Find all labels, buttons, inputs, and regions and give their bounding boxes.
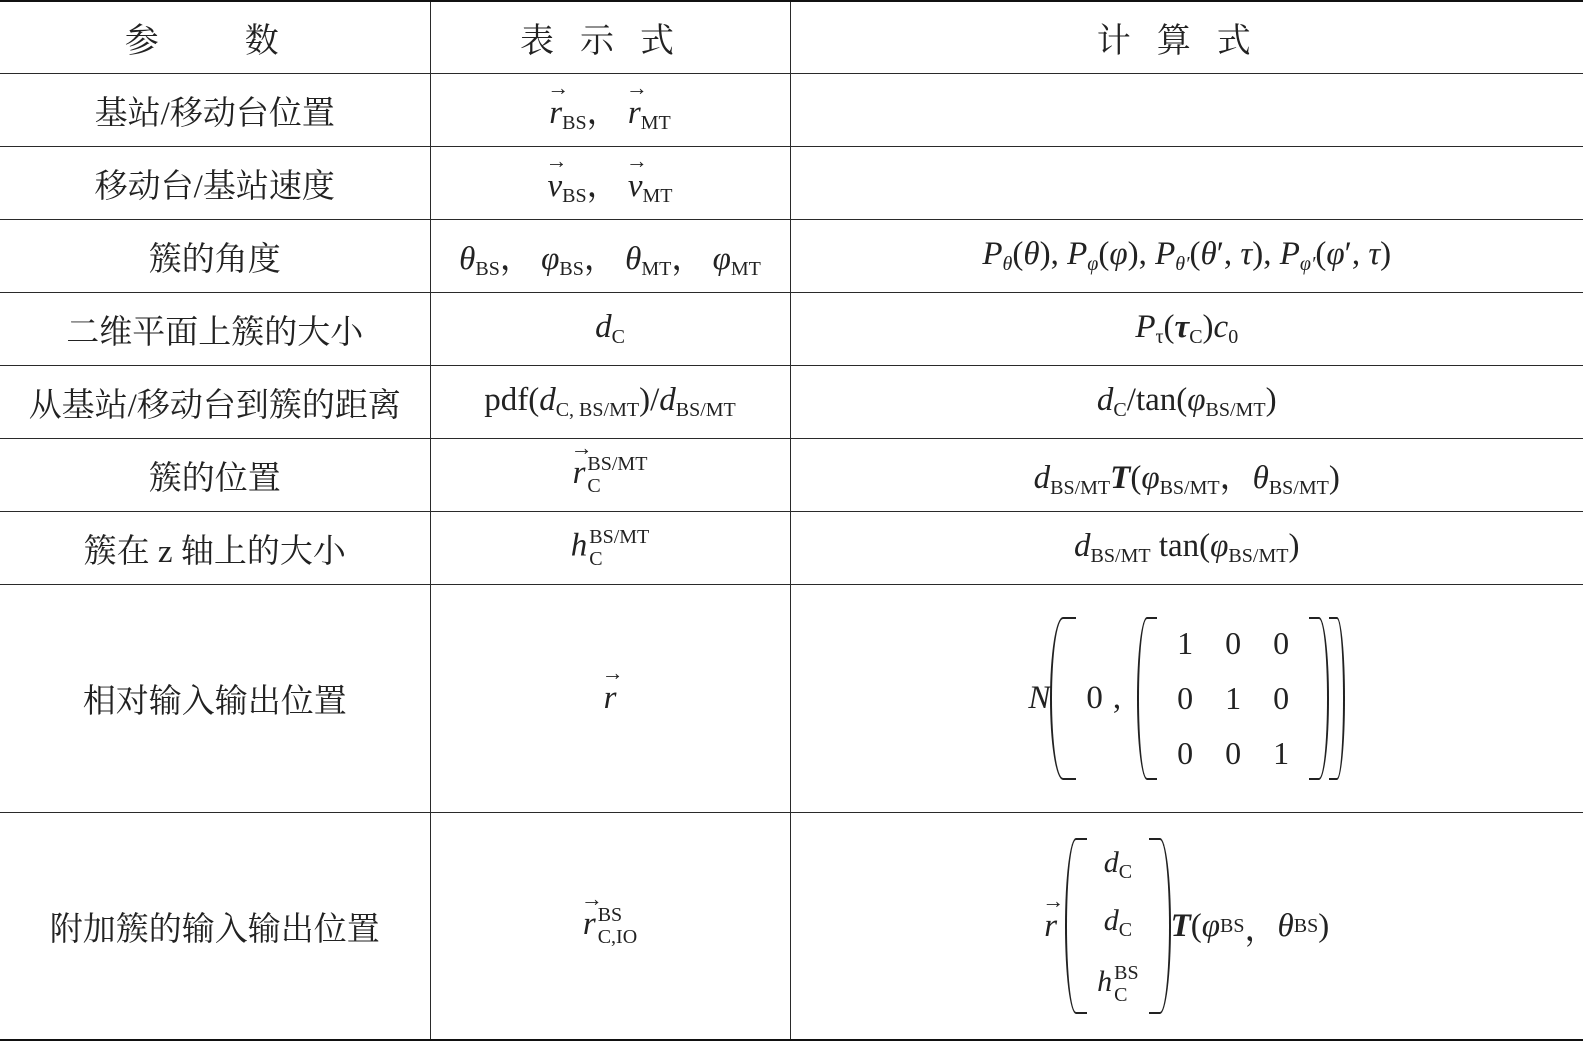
table-row bbox=[0, 512, 1583, 585]
param-cell: 从基站/移动台到簇的距离 bbox=[0, 366, 430, 439]
formula-cell bbox=[790, 147, 1583, 220]
header-param: 参 数 bbox=[0, 1, 430, 74]
column-vector: $d_C$ $d_C$ h BS C bbox=[1097, 846, 1139, 1006]
formula-cell: $d_C/\tan(\varphi_{BS/MT})$ bbox=[790, 366, 1583, 439]
table-row bbox=[0, 439, 1583, 512]
table-row bbox=[0, 147, 1583, 220]
header-formula: 计算式 bbox=[790, 1, 1583, 74]
expression-cell: → $v_{BS}$， → $v_{MT}$ bbox=[430, 147, 790, 220]
param-cell: 簇的角度 bbox=[0, 220, 430, 293]
expression-cell: → r bbox=[430, 585, 790, 813]
table-row bbox=[0, 813, 1583, 1041]
header-expression: 表示式 bbox=[430, 1, 790, 74]
param-cell: 移动台/基站速度 bbox=[0, 147, 430, 220]
formula-cell: $P_\theta(\theta)$, $P_\varphi(\varphi)$, $P_{\theta'}(\theta'$, τ), $P_{\varphi'}(\varphi'$, τ) bbox=[790, 220, 1583, 293]
expression-cell: $\theta_{BS}$， $\varphi_{BS}$， $\theta_{MT}$， $\varphi_{MT}$ bbox=[430, 220, 790, 293]
param-cell: 相对输入输出位置 bbox=[0, 585, 430, 813]
formula-cell: $d_{BS/MT}T(\varphi_{BS/MT}$，$\theta_{BS/MT}$) bbox=[790, 439, 1583, 512]
formula-cell: $P_\tau(\tau_C)c_0$ bbox=[790, 293, 1583, 366]
formula-cell: $d_{BS/MT}$ $\tan(\varphi_{BS/MT})$ bbox=[790, 512, 1583, 585]
expression-cell: $d_C$ bbox=[430, 293, 790, 366]
identity-matrix: 1 0 0 0 1 0 0 0 1 bbox=[1177, 625, 1290, 771]
header-row bbox=[0, 1, 1583, 74]
cluster-io-formula: → r $d_C$ $d_C$ h BS C T ( φ BS ， θ BS ) bbox=[1044, 838, 1329, 1014]
table-row bbox=[0, 366, 1583, 439]
formula-cell bbox=[790, 813, 1583, 1041]
table-row bbox=[0, 293, 1583, 366]
expression-cell: $pdf(d_{C, BS/MT})/d_{BS/MT}$ bbox=[430, 366, 790, 439]
table-row bbox=[0, 74, 1583, 147]
expression-cell: → r BS C,IO bbox=[430, 813, 790, 1041]
param-cell: 附加簇的输入输出位置 bbox=[0, 813, 430, 1041]
param-cell: 簇在 z 轴上的大小 bbox=[0, 512, 430, 585]
expression-cell: h BS/MT C bbox=[430, 512, 790, 585]
table-row bbox=[0, 220, 1583, 293]
expression-cell: → $r_{BS}$， → $r_{MT}$ bbox=[430, 74, 790, 147]
expression-cell: → r BS/MT C bbox=[430, 439, 790, 512]
formula-cell bbox=[790, 74, 1583, 147]
table-row bbox=[0, 585, 1583, 813]
param-cell: 基站/移动台位置 bbox=[0, 74, 430, 147]
formula-cell bbox=[790, 585, 1583, 813]
normal-distribution-formula: N 0 , 1 0 0 0 1 0 0 0 1 bbox=[1028, 617, 1345, 780]
param-cell: 簇的位置 bbox=[0, 439, 430, 512]
param-cell: 二维平面上簇的大小 bbox=[0, 293, 430, 366]
